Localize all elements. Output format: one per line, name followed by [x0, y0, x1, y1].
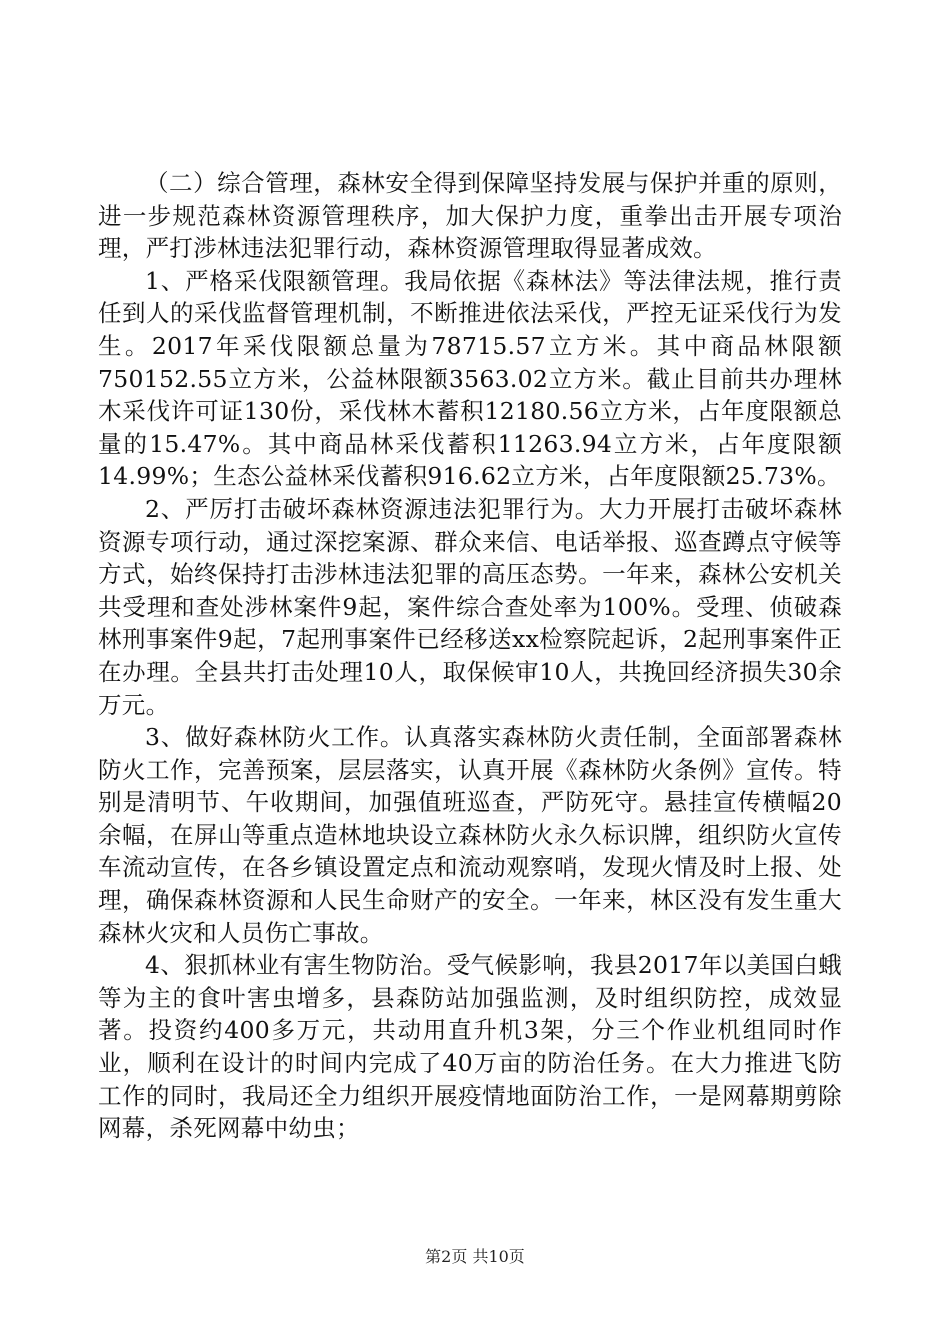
paragraph-comprehensive-management: （二）综合管理，森林安全得到保障坚持发展与保护并重的原则，进一步规范森林资源管理秩序，加大保护力度，重拳出击开展专项治理，严打涉林违法犯罪行动，森林资源管理取得显著成效。 — [98, 169, 842, 263]
page-number-footer: 第2页 共10页 — [425, 1247, 525, 1266]
paragraph-fire-prevention: 3、做好森林防火工作。认真落实森林防火责任制，全面部署森林防火工作，完善预案，层层落实，认真开展《森林防火条例》宣传。特别是清明节、午收期间，加强值班巡查，严防死守。悬挂宣传横幅20余幅，在屏山等重点造林地块设立森林防火永久标识牌，组织防火宣传车流动宣传，在各乡镇设置定点和流动观察哨，发现火情及时上报、处理，确保森林资源和人民生命财产的安全。一年来，林区没有发生重大森林火灾和人员伤亡事故。 — [98, 723, 842, 947]
paragraph-crime-crackdown: 2、严厉打击破坏森林资源违法犯罪行为。大力开展打击破坏森林资源专项行动，通过深挖案源、群众来信、电话举报、巡查蹲点守候等方式，始终保持打击涉林违法犯罪的高压态势。一年来，森林公安机关共受理和查处涉林案件9起，案件综合查处率为100%。受理、侦破森林刑事案件9起，7起刑事案件已经移送xx检察院起诉，2起刑事案件正在办理。全县共打击处理10人，取保候审10人，共挽回经济损失30余万元。 — [98, 494, 842, 719]
document-body — [98, 167, 842, 1145]
paragraph-pest-control: 4、狠抓林业有害生物防治。受气候影响，我县2017年以美国白蛾等为主的食叶害虫增多，县森防站加强监测，及时组织防控，成效显著。投资约400多万元，共动用直升机3架，分三个作业机组同时作业，顺利在设计的时间内完成了40万亩的防治任务。在大力推进飞防工作的同时，我局还全力组织开展疫情地面防治工作，一是网幕期剪除网幕，杀死网幕中幼虫； — [98, 951, 842, 1143]
paragraph-harvest-quota: 1、严格采伐限额管理。我局依据《森林法》等法律法规，推行责任到人的采伐监督管理机制，不断推进依法采伐，严控无证采伐行为发生。2017年采伐限额总量为78715.57立方米。其中商品林限额750152.55立方米，公益林限额3563.02立方米。截止目前共办理林木采伐许可证130份，采伐林木蓄积12180.56立方米，占年度限额总量的15.47%。其中商品林采伐蓄积11263.94立方米，占年度限额14.99%；生态公益林采伐蓄积916.62立方米，占年度限额25.73%。 — [98, 266, 842, 491]
